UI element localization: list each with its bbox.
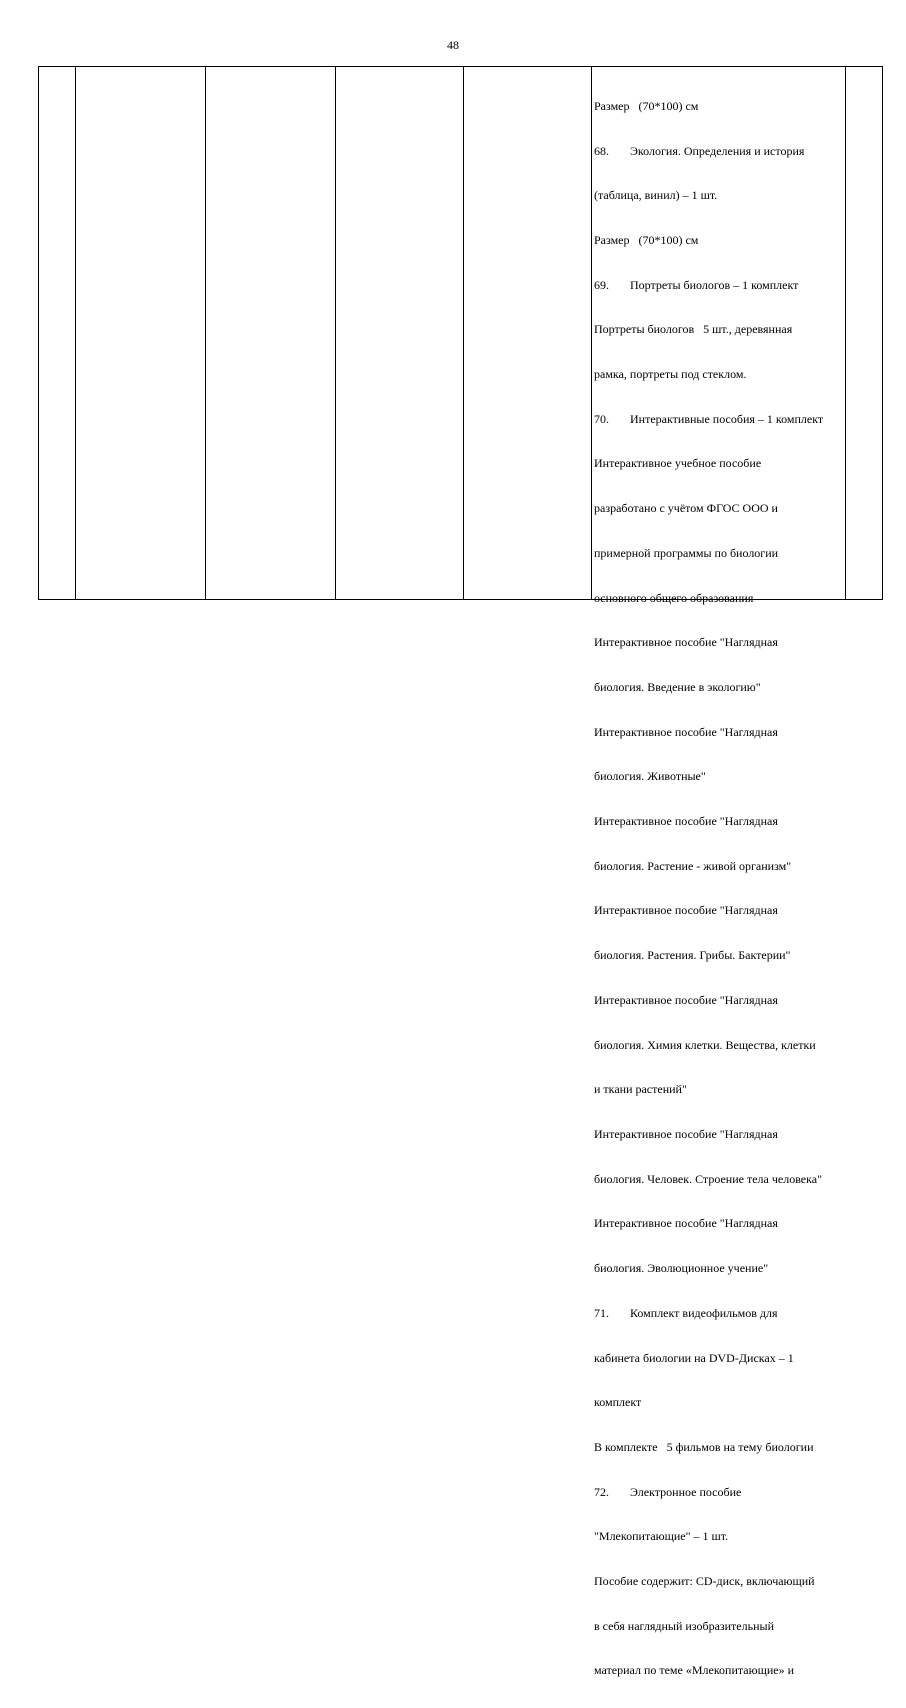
description-line: комплект [594, 1395, 642, 1410]
description-line: Интерактивное пособие "Наглядная [594, 903, 778, 918]
table-column-divider [205, 67, 206, 599]
description-line: "Млекопитающие" – 1 шт. [594, 1529, 729, 1544]
description-line: биология. Эволюционное учение" [594, 1261, 769, 1276]
description-line: кабинета биологии на DVD-Дисках – 1 [594, 1350, 794, 1365]
description-line: 68. Экология. Определения и история [594, 143, 805, 158]
table-column-divider [591, 67, 592, 599]
description-line: Интерактивное пособие "Наглядная [594, 992, 778, 1007]
description-line: 72. Электронное пособие [594, 1484, 742, 1499]
description-line: основного общего образования [594, 590, 754, 605]
description-line: Интерактивное пособие "Наглядная [594, 814, 778, 829]
description-line: Интерактивное пособие "Наглядная [594, 1216, 778, 1231]
equipment-description-cell [594, 69, 849, 1708]
description-line: рамка, портреты под стеклом. [594, 367, 747, 382]
description-line: биология. Растения. Грибы. Бактерии" [594, 948, 791, 963]
description-line: Размер (70*100) см [594, 232, 699, 247]
description-line: в себя наглядный изобразительный [594, 1618, 774, 1633]
description-line: биология. Человек. Строение тела человека" [594, 1171, 822, 1186]
table-column-divider [75, 67, 76, 599]
description-line: Интерактивное пособие "Наглядная [594, 1126, 778, 1141]
description-line: Интерактивное пособие "Наглядная [594, 635, 778, 650]
table-column-divider [463, 67, 464, 599]
page-number: 48 [447, 38, 459, 52]
description-line: биология. Растение - живой организм" [594, 858, 792, 873]
description-line: примерной программы по биологии [594, 545, 779, 560]
equipment-table [38, 66, 883, 1678]
description-line: Интерактивное учебное пособие [594, 456, 762, 471]
description-line: Пособие содержит: CD-диск, включающий [594, 1574, 815, 1589]
description-line: биология. Введение в экологию" [594, 679, 761, 694]
table-column-divider [335, 67, 336, 599]
description-line: материал по теме «Млекопитающие» и [594, 1663, 794, 1678]
description-line: Интерактивное пособие "Наглядная [594, 724, 778, 739]
description-line: и ткани растений" [594, 1082, 687, 1097]
description-line: 69. Портреты биологов – 1 комплект [594, 277, 799, 292]
description-line: Размер (70*100) см [594, 98, 699, 113]
description-line: разработано с учётом ФГОС ООО и [594, 501, 778, 516]
description-line: биология. Животные" [594, 769, 706, 784]
description-line: В комплекте 5 фильмов на тему биологии [594, 1439, 814, 1454]
description-line: (таблица, винил) – 1 шт. [594, 188, 718, 203]
description-line: биология. Химия клетки. Вещества, клетки [594, 1037, 816, 1052]
description-line: 70. Интерактивные пособия – 1 комплект [594, 411, 824, 426]
description-line: 71. Комплект видеофильмов для [594, 1305, 778, 1320]
description-line: Портреты биологов 5 шт., деревянная [594, 322, 793, 337]
